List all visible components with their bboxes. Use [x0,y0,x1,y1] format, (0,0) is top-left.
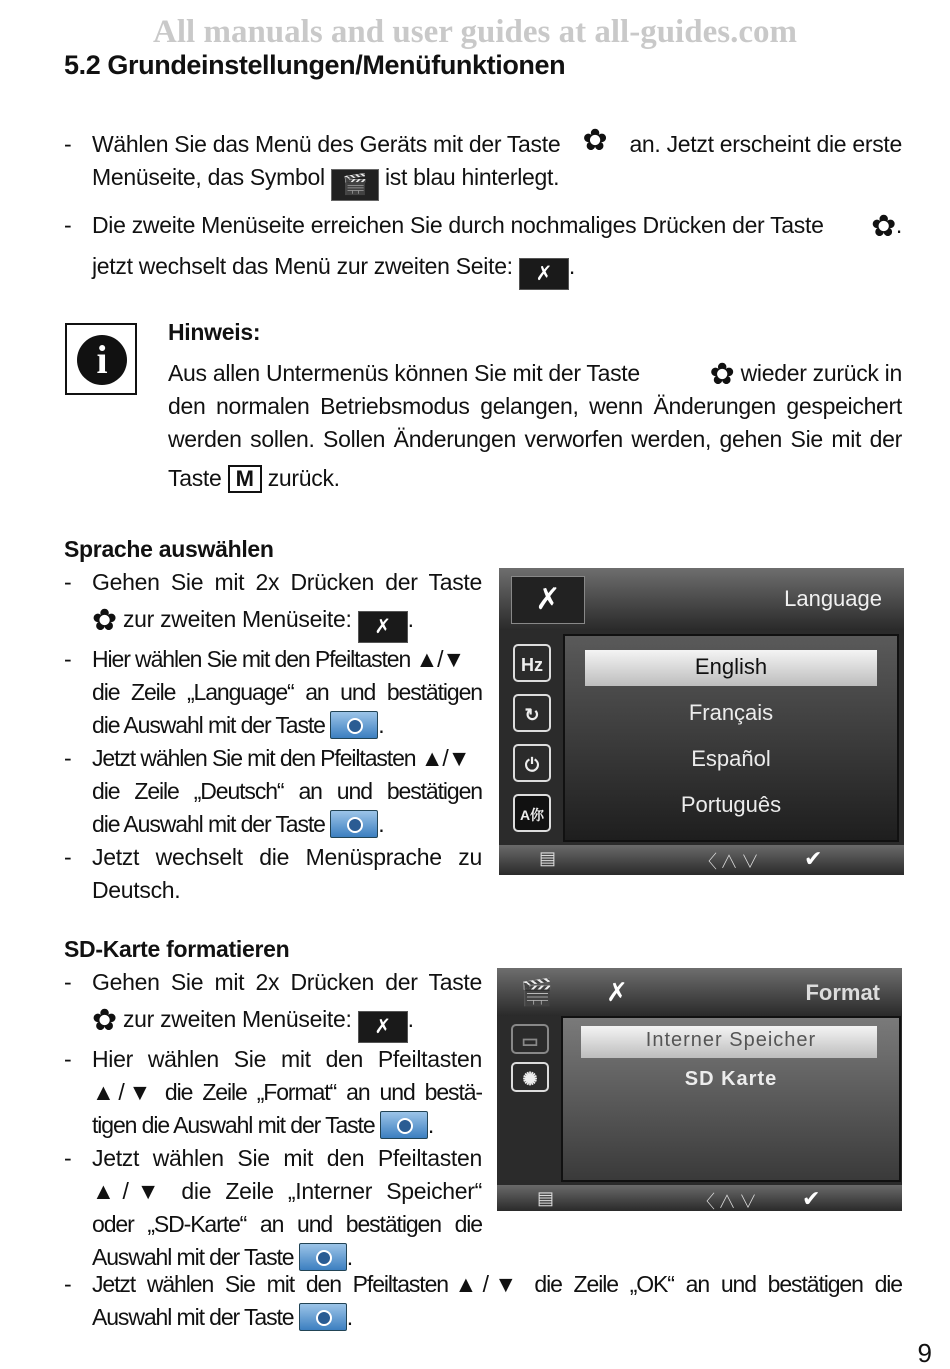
screen-bottom-bar [499,845,904,875]
menu-icon: ▤ [537,1188,555,1208]
option-espanol: Español [691,746,771,771]
language-menu-screenshot [499,568,904,875]
camera-key-icon [380,1111,428,1139]
option-english: English [694,654,768,679]
page-number: 9 [917,1338,932,1368]
tools-icon: ✗ [358,1011,408,1043]
option-internal-memory: Interner Speicher [645,1029,817,1051]
nav-arrows: 〈∧∨ [699,852,762,872]
option-portugues: Português [680,792,782,817]
gear-icon: ✿ [92,604,117,637]
sd-section-title: SD-Karte formatieren [64,936,290,962]
ok-icon: ✔ [804,846,823,871]
menu-icon: ▤ [539,848,557,868]
intro-item: - Wählen Sie das Menü des Geräts mit der Taste ✿ an. Jetzt erscheint die erste Menüseite, das Symbol 🎬 ist blau hinterlegt. [92,128,902,201]
tools-tab-icon: ✗ [511,576,585,624]
m-key-icon: M [228,465,262,493]
list-item: - Hier wählen Sie mit den Pfeiltasten ▲/▼ die Zeile „Format“ an und bestä- tigen die Auswahl mit der Taste . [64,1046,482,1138]
gear-icon: ✿ [92,1004,117,1037]
info-icon: i [65,323,137,395]
hint-block: Hinweis: Aus allen Untermenüs können Sie mit der Taste ✿ wieder zurück in den normalen Betriebsmodus gelangen, wenn Änderungen gespeichert werden sollen. Sollen Änderungen verworfen werden, gehen Sie mit der Taste M zurück. [168,316,902,495]
frequency-icon: Hz [513,644,551,682]
intro-list [64,124,902,290]
section-heading: 5.2 Grundeinstellungen/Menüfunktionen [64,50,566,80]
language-icon: A你 [513,794,551,832]
camera-key-icon [299,1243,347,1271]
tools-icon: ✗ [519,258,569,290]
gear-icon: ✿ [871,210,896,243]
screen-title: Language [784,586,882,611]
options-panel [561,1016,901,1182]
list-item: - Gehen Sie mit 2x Drücken der Taste ✿ zur zweiten Menüseite: ✗ . [92,966,482,1043]
list-item: - Jetzt wechselt die Menüsprache zu Deutsch. [64,844,482,903]
auto-off-icon: ↻ [513,694,551,732]
gear-icon: ✿ [709,358,735,391]
camera-key-icon [299,1303,347,1331]
power-icon: ⏻ [513,744,551,782]
watermark: All manuals and user guides at all-guides.com [153,14,797,50]
list-item: - Jetzt wählen Sie mit den Pfeiltasten▲/▼ die Zeile „OK“ an und bestätigen die Auswahl mit der Taste . [64,1271,902,1330]
language-steps [64,566,482,907]
option-francais: Français [688,700,774,725]
tools-tab-icon: ✗ [606,977,628,1007]
screen-title: Format [805,980,880,1005]
list-item: - Hier wählen Sie mit den Pfeiltasten ▲/▼ die Zeile „Language“ an und bestätigen die Auswahl mit der Taste . [64,646,482,738]
memory-icon: ▭ [511,1024,549,1054]
language-section-title: Sprache auswählen [64,536,274,562]
options-panel [563,634,899,842]
camera-key-icon [330,810,378,838]
camera-key-icon [330,711,378,739]
hint-title: Hinweis: [168,319,261,345]
sd-steps [64,966,482,1274]
film-icon: 🎬 [331,169,379,201]
option-sd-card: SD Karte [684,1068,778,1090]
list-item: - Jetzt wählen Sie mit den Pfeiltasten ▲/▼ die Zeile „Interner Speicher“ oder „SD-Karte“ an und bestätigen die Auswahl mit der Taste . [64,1145,482,1270]
intro-item: - Die zweite Menüseite erreichen Sie durch nochmaliges Drücken der Taste ✿. jetzt wechselt das Menü zur zweiten Seite: ✗ . [92,209,902,290]
nav-arrows: 〈∧∨ [697,1192,760,1211]
settings-icon: ✺ [511,1062,549,1092]
gear-icon: ✿ [582,124,608,157]
film-tab-icon: 🎬 [520,977,554,1007]
list-item: - Gehen Sie mit 2x Drücken der Taste ✿ zur zweiten Menüseite: ✗ . [92,566,482,643]
screen-bottom-bar [497,1185,902,1211]
tools-icon: ✗ [358,611,408,643]
ok-icon: ✔ [802,1186,821,1211]
sd-final-step [64,1268,902,1334]
format-menu-screenshot [497,968,902,1211]
list-item: - Jetzt wählen Sie mit den Pfeiltasten ▲/▼ die Zeile „Deutsch“ an und bestätigen die Auswahl mit der Taste . [64,745,482,837]
